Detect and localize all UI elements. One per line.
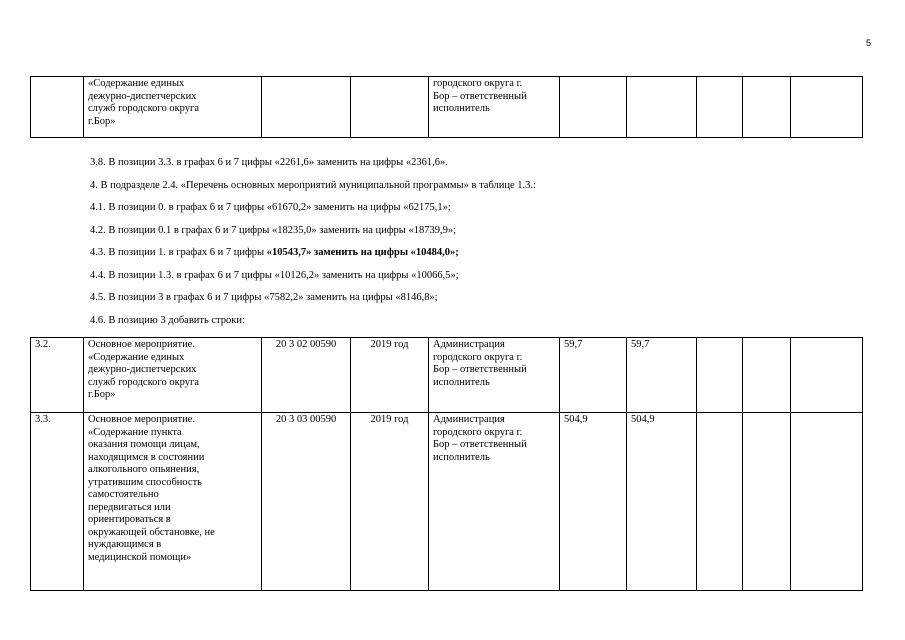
value-col-6: 504,9 [560,413,627,591]
bold-replacement-text: «10543,7» заменить на цифры «10484,0»; [266,247,459,258]
added-rows-table [30,337,863,591]
budget-code: 20 3 03 00590 [262,413,351,591]
paragraph-4-6: 4.6. В позицию 3 добавить строки: [90,314,245,326]
table-cell [560,77,627,138]
table-cell [31,77,84,138]
value-col-7: 59,7 [627,338,697,413]
table-cell-executor: городского округа г. Бор – ответственный исполнитель [429,77,560,138]
paragraph-4-5: 4.5. В позиции 3 в графах 6 и 7 цифры «7582,2» заменить на цифры «8146,8»; [90,292,438,303]
table-row [31,413,863,591]
table-cell [627,77,697,138]
paragraph-4-4: 4.4. В позиции 1.3. в графах 6 и 7 цифры «10126,2» заменить на цифры «10066,5»; [90,269,459,281]
page-number: 5 [866,38,872,48]
activity-name: Основное мероприятие. «Содержание единых дежурно-диспетчерских служб городского округа г.Бор» [84,338,262,413]
amendment-paragraphs [90,152,850,332]
table-cell [791,77,863,138]
table-cell-name: «Содержание единых дежурно-диспетчерских служб городского округа г.Бор» [84,77,262,138]
table-row [31,77,863,138]
value-col-10 [791,413,863,591]
paragraph-4: 4. В подразделе 2.4. «Перечень основных мероприятий муниципальной программы» в таблице 1.3.: [90,179,536,191]
value-col-7: 504,9 [627,413,697,591]
value-col-8 [697,413,743,591]
value-col-6: 59,7 [560,338,627,413]
budget-code: 20 3 02 00590 [262,338,351,413]
paragraph-3-8: 3.8. В позиции 3.3. в графах 6 и 7 цифры «2261,6» заменить на цифры «2361,6». [90,157,448,168]
top-table-fragment [30,76,863,138]
paragraph-4-1: 4.1. В позиции 0. в графах 6 и 7 цифры «61670,2» заменить на цифры «62175,1»; [90,202,451,213]
table-row [31,338,863,413]
value-col-9 [743,338,791,413]
row-number: 3.2. [31,338,84,413]
activity-name: Основное мероприятие. «Содержание пункта оказания помощи лицам, находящимся в состоянии алкогольного опьянения, утратившим способность самостоятельно передвигаться или ориентироваться в окружающей обстановке, не нуждающимся в медицинской помощи» [84,413,262,591]
table-cell [262,77,351,138]
executor: Администрация городского округа г. Бор – ответственный исполнитель [429,338,560,413]
period: 2019 год [351,338,429,413]
period: 2019 год [351,413,429,591]
paragraph-4-2: 4.2. В позиции 0.1 в графах 6 и 7 цифры «18235,0» заменить на цифры «18739,9»; [90,224,456,236]
table-cell [743,77,791,138]
value-col-8 [697,338,743,413]
row-number: 3.3. [31,413,84,591]
value-col-9 [743,413,791,591]
table-cell [351,77,429,138]
value-col-10 [791,338,863,413]
table-cell [697,77,743,138]
executor: Администрация городского округа г. Бор – ответственный исполнитель [429,413,560,591]
paragraph-4-3: 4.3. В позиции 1. в графах 6 и 7 цифры «10543,7» заменить на цифры «10484,0»; [90,247,459,258]
